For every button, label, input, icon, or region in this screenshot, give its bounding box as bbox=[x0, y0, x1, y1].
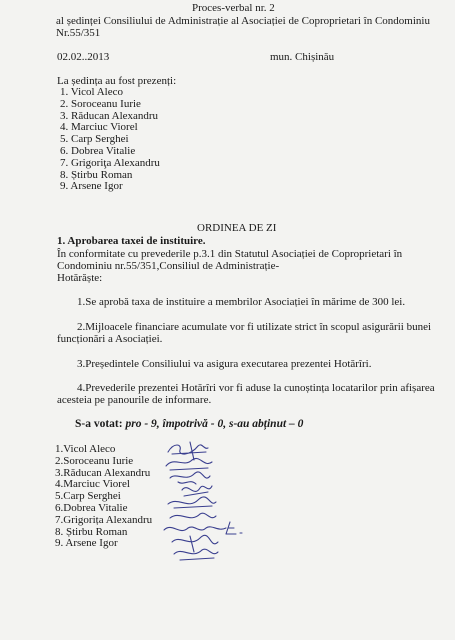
vote-counts: pro - 9, împotrivă - 0, s-au abținut – 0 bbox=[125, 418, 304, 430]
preamble-line: În conformitate cu prevederile p.3.1 din Statutul Asociației de Coproprietari în bbox=[57, 248, 403, 260]
list-item: 2.Soroceanu Iurie bbox=[55, 454, 134, 467]
decision-2: 2.Mijloacele financiare acumulate vor fi utilizate strict în scopul asigurării bunei bbox=[77, 321, 432, 333]
signature-3 bbox=[170, 472, 210, 484]
list-item: 3.Răducan Alexandru bbox=[55, 466, 151, 479]
document-subtitle: al ședinței Consiliului de Administrație al Asociației de Coproprietari în Condominiu bbox=[56, 15, 430, 27]
decision-1: 1.Se aprobă taxa de instituire a membrilor Asociației în mărime de 300 lei. bbox=[77, 296, 406, 308]
signatory-list bbox=[55, 444, 152, 550]
signature-6 bbox=[170, 513, 216, 518]
list-item: 5.Carp Serghei bbox=[55, 490, 121, 503]
list-item: 9. Arsene Igor bbox=[60, 180, 123, 193]
agenda-heading: ORDINEA DE ZI bbox=[197, 222, 277, 234]
list-item: 5. Carp Serghei bbox=[60, 133, 129, 146]
decision-4: 4.Prevederile prezentei Hotărîri vor fi aduse la cunoștința locatarilor prin afișarea bbox=[77, 382, 435, 394]
vote-result bbox=[75, 418, 303, 430]
meeting-city: mun. Chișinău bbox=[270, 51, 335, 63]
signature-7 bbox=[164, 522, 242, 534]
handwritten-signatures bbox=[160, 438, 270, 588]
agenda-item: 1. Aprobarea taxei de instituire. bbox=[57, 235, 206, 247]
list-item: 3. Răducan Alexandru bbox=[60, 109, 159, 122]
signature-8 bbox=[172, 535, 218, 552]
signature-4 bbox=[182, 486, 212, 496]
list-item: 6.Dobrea Vitalie bbox=[55, 501, 128, 514]
signature-1 bbox=[168, 442, 208, 460]
decision-2-continued: funcționări a Asociației. bbox=[57, 333, 163, 345]
list-item: 9. Arsene Igor bbox=[55, 537, 118, 550]
list-item: 4. Marciuc Viorel bbox=[60, 121, 138, 134]
attendance-heading: La ședința au fost prezenți: bbox=[57, 75, 177, 87]
list-item: 6. Dobrea Vitalie bbox=[60, 144, 136, 157]
list-item: 7. Grigoriţa Alexandru bbox=[60, 156, 160, 169]
list-item: 7.Grigorița Alexandru bbox=[55, 513, 153, 526]
list-item: 1. Vicol Aleco bbox=[60, 86, 123, 98]
decides-label: Hotărăște: bbox=[57, 272, 103, 284]
list-item: 8. Știrbu Roman bbox=[55, 525, 128, 538]
list-item: 8. Știrbu Roman bbox=[60, 168, 133, 181]
signature-5 bbox=[168, 497, 216, 508]
signature-9 bbox=[174, 549, 218, 560]
preamble-line: Condominiu nr.55/351,Consiliul de Administrație- bbox=[57, 260, 280, 272]
decision-3: 3.Președintele Consiliului va asigura executarea prezentei Hotărîri. bbox=[77, 358, 372, 370]
list-item: 4.Marciuc Viorel bbox=[55, 478, 130, 491]
document-title: Proces-verbal nr. 2 bbox=[192, 2, 275, 14]
signature-2 bbox=[166, 458, 212, 470]
decision-4-continued: acesteia pe panourile de informare. bbox=[57, 394, 212, 406]
document-subtitle-continued: Nr.55/351 bbox=[56, 27, 101, 39]
vote-label: S-a votat: bbox=[75, 418, 126, 430]
meeting-date: 02.02..2013 bbox=[57, 51, 110, 63]
list-item: 1.Vicol Aleco bbox=[55, 443, 116, 455]
attendee-list bbox=[60, 87, 160, 193]
list-item: 2. Soroceanu Iurie bbox=[60, 97, 141, 110]
